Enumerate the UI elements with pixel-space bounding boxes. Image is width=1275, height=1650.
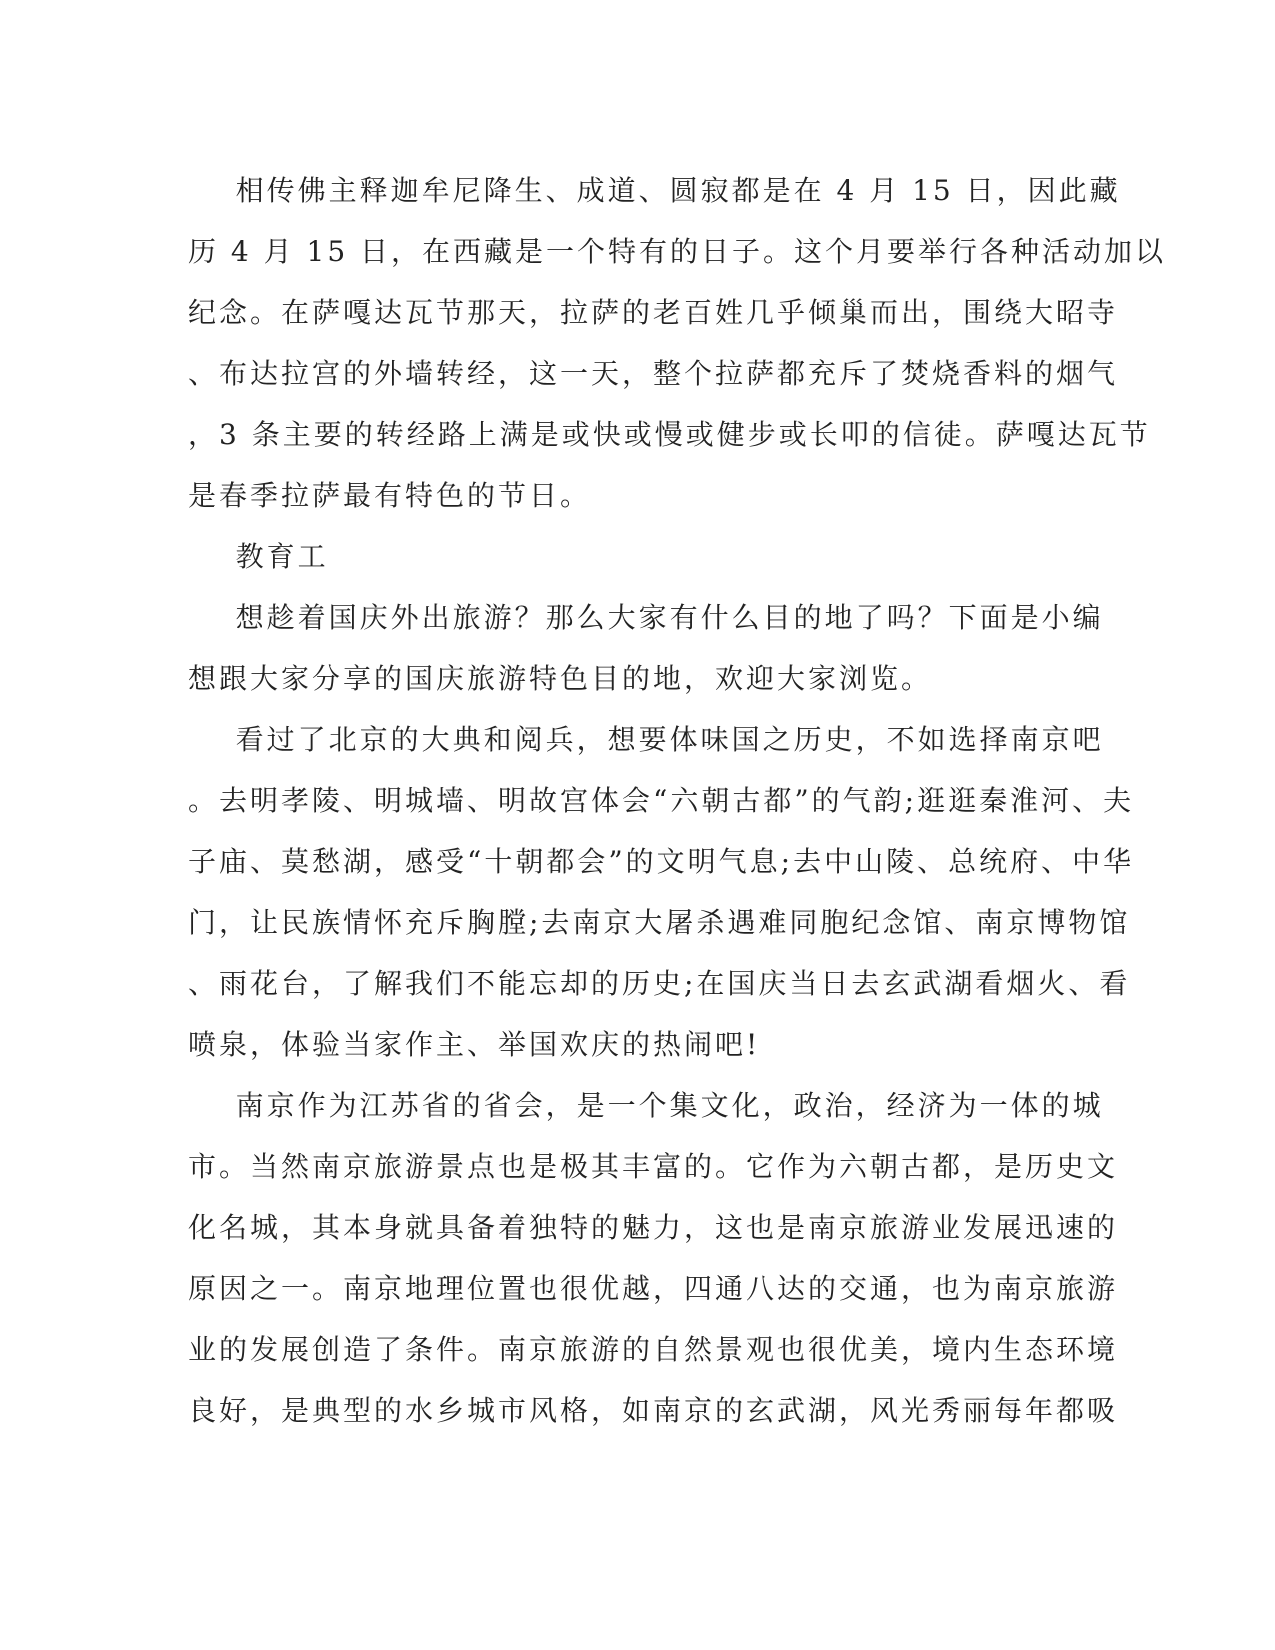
text-line: 、布达拉宫的外墙转经，这一天，整个拉萨都充斥了焚烧香料的烟气 — [188, 357, 1119, 390]
text-line: 看过了北京的大典和阅兵，想要体味国之历史，不如选择南京吧 — [188, 723, 1104, 756]
body-text — [188, 160, 1167, 1441]
text-line: 业的发展创造了条件。南京旅游的自然景观也很优美，境内生态环境 — [188, 1333, 1119, 1366]
heading-line: 教育工 — [188, 540, 329, 573]
text-line: 相传佛主释迦牟尼降生、成道、圆寂都是在 4 月 15 日，因此藏 — [188, 174, 1121, 207]
text-line: 历 4 月 15 日，在西藏是一个特有的日子。这个月要举行各种活动加以 — [188, 235, 1167, 268]
text-line: 想跟大家分享的国庆旅游特色目的地，欢迎大家浏览。 — [188, 662, 933, 695]
text-line: 门，让民族情怀充斥胸膛;去南京大屠杀遇难同胞纪念馆、南京博物馆 — [188, 906, 1131, 939]
text-line: 想趁着国庆外出旅游？那么大家有什么目的地了吗？下面是小编 — [188, 601, 1104, 634]
text-line: 南京作为江苏省的省会，是一个集文化，政治，经济为一体的城 — [188, 1089, 1104, 1122]
text-line: 是春季拉萨最有特色的节日。 — [188, 479, 592, 512]
text-line: 、雨花台，了解我们不能忘却的历史;在国庆当日去玄武湖看烟火、看 — [188, 967, 1131, 1000]
text-line: 市。当然南京旅游景点也是极其丰富的。它作为六朝古都，是历史文 — [188, 1150, 1119, 1183]
text-line: ，3 条主要的转经路上满是或快或慢或健步或长叩的信徒。萨嘎达瓦节 — [188, 418, 1151, 451]
text-line: 子庙、莫愁湖，感受“十朝都会”的文明气息;去中山陵、总统府、中华 — [188, 845, 1135, 878]
text-line: 喷泉，体验当家作主、举国欢庆的热闹吧! — [188, 1028, 761, 1061]
text-line: 原因之一。南京地理位置也很优越，四通八达的交通，也为南京旅游 — [188, 1272, 1119, 1305]
text-line: 纪念。在萨嘎达瓦节那天，拉萨的老百姓几乎倾巢而出，围绕大昭寺 — [188, 296, 1119, 329]
text-line: 化名城，其本身就具备着独特的魅力，这也是南京旅游业发展迅速的 — [188, 1211, 1119, 1244]
text-line: 。去明孝陵、明城墙、明故宫体会“六朝古都”的气韵;逛逛秦淮河、夫 — [188, 784, 1135, 817]
text-line: 良好，是典型的水乡城市风格，如南京的玄武湖，风光秀丽每年都吸 — [188, 1394, 1119, 1427]
